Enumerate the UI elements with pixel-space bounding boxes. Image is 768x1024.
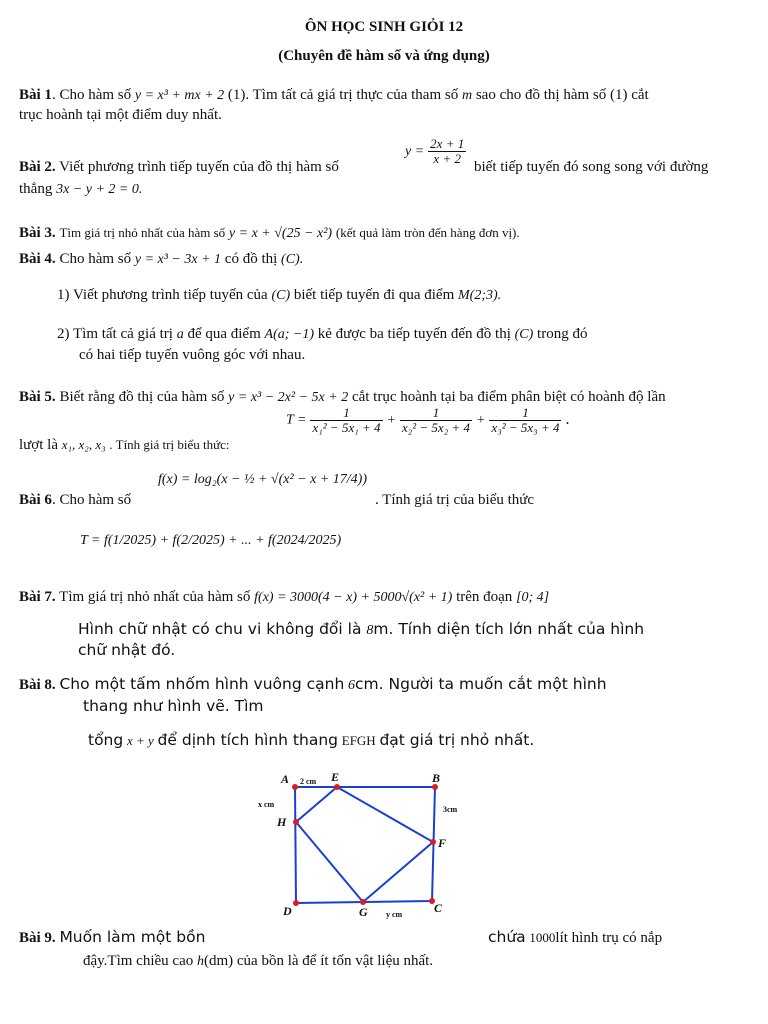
problem-label: Bài 1 — [19, 87, 52, 103]
problem-5-line-2: lượt là x₁, x₂, x₃ . Tính giá trị biểu thức: — [19, 437, 230, 453]
vertex-label: C — [434, 901, 443, 915]
problem-label: Bài 6 — [19, 492, 52, 508]
problem-9-line-2: đậy.Tìm chiều cao h(dm) của bồn là để ít tốn vật liệu nhất. — [83, 953, 434, 969]
problem-6-label: Bài 6. Cho hàm số — [19, 492, 132, 508]
problem-1-line-1: Bài 1. Cho hàm số y = x³ + mx + 2 (1). Tìm tất cả giá trị thực của tham số m sao cho đồ thị hàm số (1) cắt — [19, 87, 649, 103]
problem-1-line-2: trục hoành tại một điểm duy nhất. — [19, 107, 222, 123]
formula: y = x³ + mx + 2 — [134, 88, 225, 103]
trapezoid-figure — [250, 768, 460, 923]
page-title: ÔN HỌC SINH GIỎI 12 — [304, 19, 464, 35]
problem-4: Bài 4. Cho hàm số y = x³ − 3x + 1 có đồ thị (C). — [19, 251, 304, 267]
problem-4-item-2: 2) Tìm tất cả giá trị a để qua điểm A(a; −1) kẻ được ba tiếp tuyến đến đồ thị (C) trong đó — [57, 326, 588, 342]
problem-8-line-2: thang như hình vẽ. Tìm — [83, 697, 264, 715]
rect-problem-line-2: chữ nhật đó. — [78, 641, 176, 659]
problem-8-line-1: Bài 8. Cho một tấm nhốm hình vuông cạnh 6cm. Người ta muốn cắt một hình — [19, 675, 607, 693]
vertex-label: G — [359, 905, 368, 919]
side-da — [295, 787, 296, 903]
problem-9-line-1a: Bài 9. Muốn làm một bồn — [19, 928, 206, 946]
problem-2-line-2: thẳng 3x − y + 2 = 0. — [19, 181, 143, 197]
formula-T-sum: T = f(1/2025) + f(2/2025) + ... + f(2024/2025) — [80, 533, 342, 548]
vertex-label: D — [283, 904, 292, 918]
measure-label: x cm — [258, 800, 275, 809]
page-subtitle: (Chuyên đề hàm số và ứng dụng) — [278, 48, 490, 64]
problem-label: Bài 8. — [19, 677, 56, 693]
vertex-label: A — [281, 772, 290, 786]
problem-3: Bài 3. Tìm giá trị nhỏ nhất của hàm số y = x + √(25 − x²) (kết quả làm tròn đến hàng đơn vị). — [19, 225, 520, 241]
formula-f: f(x) = log₂(x − ½ + √(x² − x + 17/4)) — [158, 472, 367, 487]
measure-label: y cm — [386, 910, 403, 919]
formula-fraction: y = $\frac{2x + 1}{x + 2}$ — [405, 136, 465, 166]
vertex-label: F — [438, 836, 447, 850]
problem-2-line-1: Bài 2. Viết phương trình tiếp tuyến của đồ thị hàm số — [19, 159, 339, 175]
measure-label: 3cm — [443, 805, 458, 814]
problem-4-item-2-line-2: có hai tiếp tuyến vuông góc với nhau. — [79, 347, 306, 363]
problem-label: Bài 9. — [19, 930, 56, 946]
problem-9-line-1b: chứa 1000lít hình trụ có nắp — [488, 928, 663, 946]
problem-5-line-1: Bài 5. Biết rằng đồ thị của hàm số y = x³ − 2x² − 5x + 2 cắt trục hoành tại ba điểm phân biệt có hoành độ lần — [19, 389, 666, 405]
vertex-label: E — [331, 770, 340, 784]
problem-7: Bài 7. Tìm giá trị nhỏ nhất của hàm số f(x) = 3000(4 − x) + 5000√(x² + 1) trên đoạn [0; 4] — [19, 589, 550, 605]
problem-label: Bài 5. — [19, 389, 56, 405]
problem-label: Bài 7. — [19, 589, 56, 605]
problem-8-line-3: tổng x + y để dịnh tích hình thang EFGH đạt giá trị nhỏ nhất. — [88, 731, 535, 749]
problem-label: Bài 2. — [19, 159, 56, 175]
problem-2-line-1b: biết tiếp tuyến đó song song với đường — [474, 159, 709, 175]
rect-problem-line-1: Hình chữ nhật có chu vi không đổi là 8m. Tính diện tích lớn nhất của hình — [78, 620, 645, 638]
vertex-label: H — [277, 815, 287, 829]
measure-label: 2 cm — [300, 777, 317, 786]
problem-label: Bài 4. — [19, 251, 56, 267]
trapezoid-efgh — [296, 787, 433, 902]
problem-6-text: . Tính giá trị của biểu thức — [375, 492, 535, 508]
vertex-label: B — [432, 771, 441, 785]
problem-4-item-1: 1) Viết phương trình tiếp tuyến của (C) biết tiếp tuyến đi qua điểm M(2;3). — [57, 287, 502, 303]
problem-label: Bài 3. — [19, 225, 56, 241]
formula-sum-T: T = $\frac{1}{\text{x₁² − 5x₁ + 4}}$ + $\frac{1}{\text{x₂² − 5x₂ + 4}}$ + $\frac{1}{\text{x₃² − 5x₃ + 4}}$ . — [286, 405, 570, 435]
